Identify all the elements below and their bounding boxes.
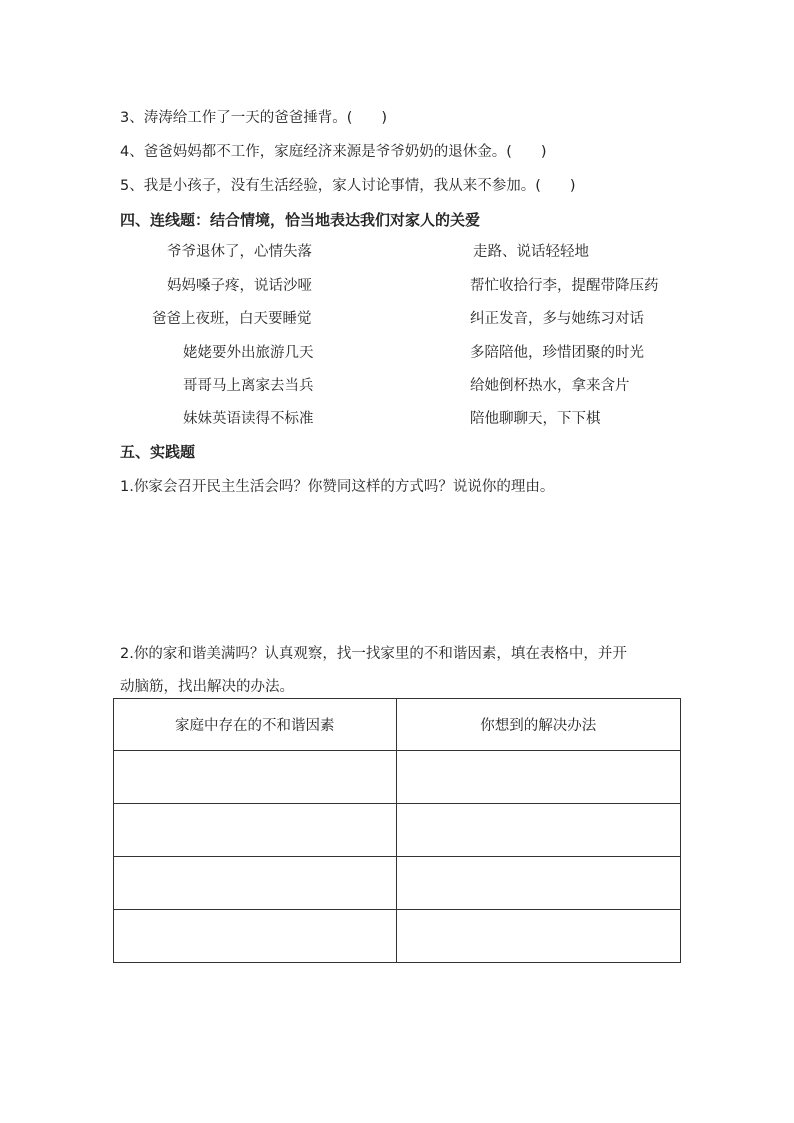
table-row	[114, 751, 681, 804]
table-header-row	[114, 699, 681, 751]
match-left-6: 妹妹英语读得不标准	[183, 411, 314, 427]
match-right-2: 帮忙收拾行李，提醒带降压药	[470, 278, 659, 294]
solution-cell[interactable]	[396, 857, 681, 910]
table-row	[114, 910, 681, 963]
section4-title: 四、连线题：结合情境，恰当地表达我们对家人的关爱	[120, 211, 481, 229]
match-right-4: 多陪陪他，珍惜团聚的时光	[470, 345, 644, 361]
table-row	[114, 857, 681, 910]
match-left-2: 妈妈嗓子疼，说话沙哑	[167, 278, 312, 294]
match-right-5: 给她倒杯热水，拿来含片	[470, 378, 630, 394]
table-header-factors: 家庭中存在的不和谐因素	[114, 699, 397, 751]
match-right-6: 陪他聊聊天，下下棋	[470, 411, 601, 427]
match-left-4: 姥姥要外出旅游几天	[183, 345, 314, 361]
solution-cell[interactable]	[396, 910, 681, 963]
judgment-item-3: 3、涛涛给工作了一天的爸爸捶背。( )	[120, 110, 388, 126]
table-row	[114, 804, 681, 857]
match-right-1: 走路、说话轻轻地	[473, 244, 589, 260]
judgment-item-5: 5、我是小孩子，没有生活经验，家人讨论事情，我从来不参加。( )	[120, 178, 576, 194]
solution-cell[interactable]	[396, 804, 681, 857]
solution-cell[interactable]	[396, 751, 681, 804]
factor-cell[interactable]	[114, 804, 397, 857]
match-left-3: 爸爸上夜班，白天要睡觉	[152, 311, 312, 327]
answer-table	[113, 698, 681, 963]
factor-cell[interactable]	[114, 910, 397, 963]
factor-cell[interactable]	[114, 857, 397, 910]
table-header-solutions: 你想到的解决办法	[396, 699, 681, 751]
match-left-5: 哥哥马上离家去当兵	[183, 378, 314, 394]
practice-question-2-line1: 2.你的家和谐美满吗？认真观察，找一找家里的不和谐因素，填在表格中，并开	[120, 646, 627, 662]
match-left-1: 爷爷退休了，心情失落	[167, 244, 312, 260]
practice-question-1: 1.你家会召开民主生活会吗？你赞同这样的方式吗？说说你的理由。	[120, 479, 555, 495]
judgment-item-4: 4、爸爸妈妈都不工作，家庭经济来源是爷爷奶奶的退休金。( )	[120, 144, 547, 160]
section5-title: 五、实践题	[120, 443, 196, 461]
match-right-3: 纠正发音，多与她练习对话	[470, 311, 644, 327]
practice-question-2-line2: 动脑筋，找出解决的办法。	[120, 679, 294, 695]
factor-cell[interactable]	[114, 751, 397, 804]
